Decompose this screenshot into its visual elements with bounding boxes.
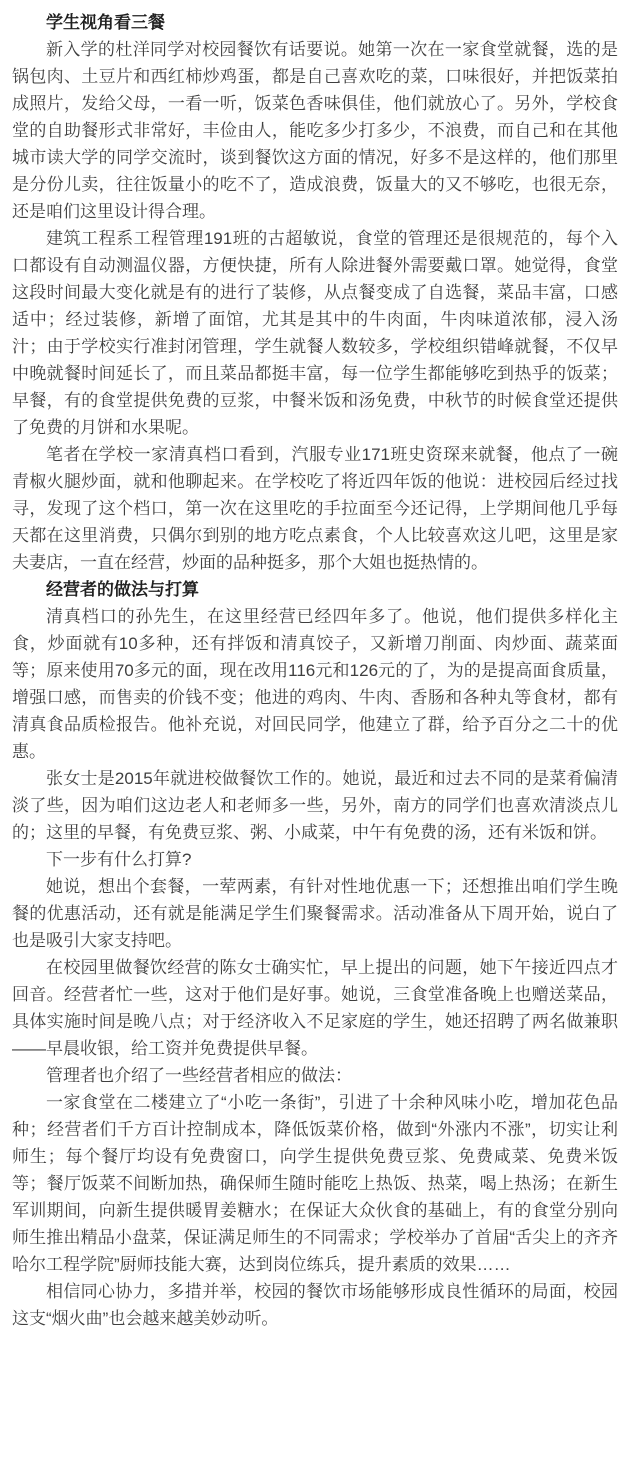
paragraph: 张女士是2015年就进校做餐饮工作的。她说，最近和过去不同的是菜肴偏清淡了些，因为咱们这边老人和老师多一些，另外，南方的同学们也喜欢清淡点儿的；这里的早餐，有免费豆浆、粥、小咸菜，中午有免费的汤，还有米饭和饼。: [12, 769, 618, 842]
paragraph: 一家食堂在二楼建立了“小吃一条街”，引进了十余种风味小吃，增加花色品种；经营者们千方百计控制成本，降低饭菜价格，做到“外涨内不涨”，切实让利师生；每个餐厅均设有免费窗口，向学生提供免费豆浆、免费咸菜、免费米饭等；餐厅饭菜不间断加热，确保师生随时能吃上热饭、热菜，喝上热汤；在新生军训期间，向新生提供暖胃姜糖水；在保证大众伙食的基础上，有的食堂分别向师生推出精品小盘菜，保证满足师生的不同需求；学校举办了首届“舌尖上的齐齐哈尔工程学院”厨师技能大赛，达到岗位练兵，提升素质的效果……: [12, 1093, 618, 1274]
paragraph: 管理者也介绍了一些经营者相应的做法：: [46, 1066, 352, 1085]
paragraph: 在校园里做餐饮经营的陈女士确实忙，早上提出的问题，她下午接近四点才回音。经营者忙一些，这对于他们是好事。她说，三食堂准备晚上也赠送菜品，具体实施时间是晚八点；对于经济收入不足家庭的学生，她还招聘了两名做兼职——早晨收银，给工资并免费提供早餐。: [12, 958, 618, 1058]
section-heading-students-view: 学生视角看三餐: [46, 13, 165, 32]
paragraph: 建筑工程系工程管理191班的古超敏说，食堂的管理还是很规范的，每个入口都设有自动测温仪器，方便快捷，所有人除进餐外需要戴口罩。她觉得，食堂这段时间最大变化就是有的进行了装修，从点餐变成了自选餐，菜品丰富，口感适中；经过装修，新增了面馆，尤其是其中的牛肉面，牛肉味道浓郁，浸入汤汁；由于学校实行准封闭管理，学生就餐人数较多，学校组织错峰就餐，不仅早中晚就餐时间延长了，而且菜品都挺丰富，每一位学生都能够吃到热乎的饭菜；早餐，有的食堂提供免费的豆浆，中餐米饭和汤免费，中秋节的时候食堂还提供了免费的月饼和水果呢。: [12, 229, 618, 437]
section-heading-operators-plans: 经营者的做法与打算: [46, 580, 199, 599]
paragraph: 笔者在学校一家清真档口看到，汽服专业171班史资琛来就餐，他点了一碗青椒火腿炒面，就和他聊起来。在学校吃了将近四年饭的他说：进校园后经过找寻，发现了这个档口，第一次在这里吃的手拉面至今还记得，上学期间他几乎每天都在这里消费，只偶尔到别的地方吃点素食，个人比较喜欢这儿吧，这里是家夫妻店，一直在经营，炒面的品种挺多，那个大姐也挺热情的。: [12, 445, 618, 572]
paragraph: 新入学的杜洋同学对校园餐饮有话要说。她第一次在一家食堂就餐，选的是锅包肉、土豆片和西红柿炒鸡蛋，都是自己喜欢吃的菜，口味很好，并把饭菜拍成照片，发给父母，一看一听，饭菜色香味俱佳，他们就放心了。另外，学校食堂的自助餐形式非常好，丰俭由人，能吃多少打多少，不浪费，而自己和在其他城市读大学的同学交流时，谈到餐饮这方面的情况，好多不是这样的，他们那里是分份儿卖，往往饭量小的吃不了，造成浪费，饭量大的又不够吃，也很无奈，还是咱们这里设计得合理。: [12, 40, 618, 221]
paragraph: 下一步有什么打算?: [46, 850, 192, 869]
paragraph: 她说，想出个套餐，一荤两素，有针对性地优惠一下；还想推出咱们学生晚餐的优惠活动，还有就是能满足学生们聚餐需求。活动准备从下周开始，说白了也是吸引大家支持吧。: [12, 877, 618, 950]
paragraph: 相信同心协力，多措并举，校园的餐饮市场能够形成良性循环的局面，校园这支“烟火曲”也会越来越美妙动听。: [12, 1282, 618, 1328]
paragraph: 清真档口的孙先生，在这里经营已经四年多了。他说，他们提供多样化主食，炒面就有10多种，还有拌饭和清真饺子，又新增刀削面、肉炒面、蔬菜面等；原来使用70多元的面，现在改用116元和126元的了，为的是提高面食质量，增强口感，而售卖的价钱不变；他进的鸡肉、牛肉、香肠和各种丸等食材，都有清真食品质检报告。他补充说，对回民同学，他建立了群，给予百分之二十的优惠。: [12, 607, 618, 761]
article-body: [12, 9, 618, 1332]
